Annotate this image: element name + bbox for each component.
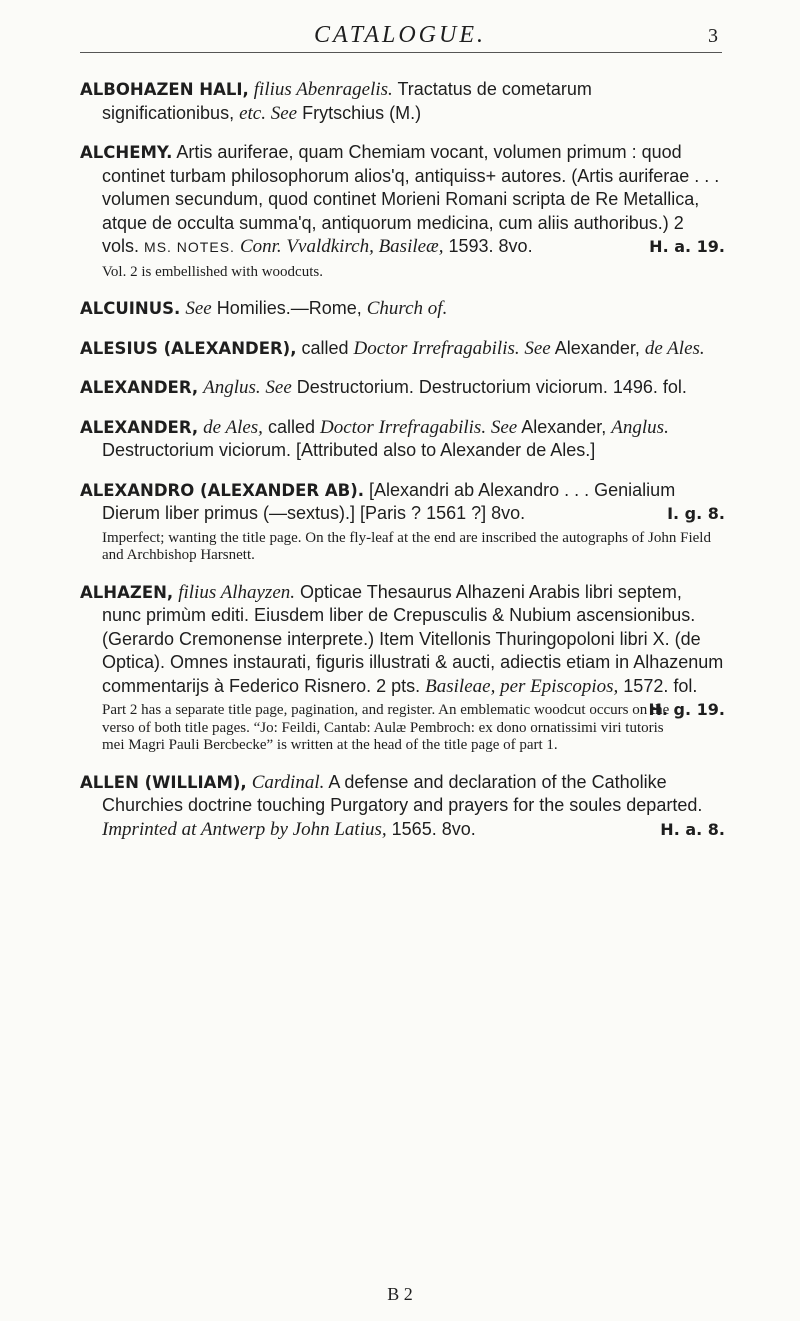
entry-text: ALBOHAZEN HALI, filius Abenragelis. Tractatus de cometarum significationibus, etc. See Frytschius (M.) xyxy=(80,79,592,124)
entry-heading: ALHAZEN, xyxy=(80,582,174,602)
entry-heading: ALCUINUS. xyxy=(80,299,181,318)
signature-mark: B 2 xyxy=(387,1284,413,1304)
entry-text: ALLEN (WILLIAM), Cardinal. A defense and declaration of the Catholike Churchies doctrine touching Purgatory and prayers for the soules departed. Imprinted at Antwerp by John Latius, 1565. 8vo. H. a. 8. xyxy=(80,771,725,840)
running-title: CATALOGUE. xyxy=(313,22,486,48)
shelf-mark: H. a. 8. xyxy=(660,819,725,839)
catalogue-entry xyxy=(80,141,725,281)
shelf-mark: I. g. 8. xyxy=(667,504,725,523)
header-rule xyxy=(80,52,722,53)
catalogue-entry xyxy=(80,771,725,842)
catalogue-entries xyxy=(80,78,725,857)
catalogue-entry xyxy=(80,297,725,321)
catalogue-entry xyxy=(80,376,725,400)
entry-heading: ALCHEMY. xyxy=(80,143,173,162)
entry-heading: ALEXANDER, xyxy=(80,417,199,437)
shelf-mark: H. g. 19. xyxy=(648,700,725,719)
page-header xyxy=(0,22,800,62)
entry-note: Part 2 has a separate title page, pagination, and register. An emblematic woodcut occurs on the verso of both title pages. “Jo: Feildi, Cantab: Aulæ Pembroch: ex dono ornatissimi viri tutoris mei Magri Pauli Bercbecke” is written at the head of the title page of part 1. xyxy=(102,702,670,753)
shelf-mark: H. a. 19. xyxy=(649,237,725,256)
catalogue-entry xyxy=(80,416,725,463)
entry-text: ALHAZEN, filius Alhayzen. Opticae Thesaurus Alhazeni Arabis libri septem, nunc primùm editi. Eiusdem liber de Crepusculis & Nubium ascensionibus. (Gerardo Cremonense interprete.) Item Vitellonis Thuringopoloni libri X. (de Optica). Omnes instaurati, figuris illustrati & aucti, adiectis etiam in Alhazenum commentarijs à Federico Risnero. 2 pts. Basileae, per Episcopios, 1572. fol. H. g. 19. xyxy=(80,581,725,699)
catalogue-entry xyxy=(80,479,725,565)
entry-text: ALEXANDRO (ALEXANDER AB). [Alexandri ab Alexandro . . . Genialium Dierum liber primus (—sextus).] [Paris ? 1561 ?] 8vo. I. g. 8. xyxy=(80,479,725,526)
entry-heading: ALESIUS (ALEXANDER), xyxy=(80,338,297,358)
entry-text: ALESIUS (ALEXANDER), called Doctor Irrefragabilis. See Alexander, de Ales. xyxy=(80,337,705,359)
entry-heading: ALLEN (WILLIAM), xyxy=(80,772,247,792)
page-number: 3 xyxy=(708,25,718,47)
catalogue-entry xyxy=(80,337,725,361)
catalogue-entry xyxy=(80,581,725,755)
entry-text: ALEXANDER, de Ales, called Doctor Irrefragabilis. See Alexander, Anglus. Destructorium viciorum. [Attributed also to Alexander de Ales.] xyxy=(80,416,669,460)
entry-text: ALEXANDER, Anglus. See Destructorium. Destructorium viciorum. 1496. fol. xyxy=(80,377,687,398)
entry-heading: ALEXANDER, xyxy=(80,378,199,397)
entry-text: ALCUINUS. See Homilies.—Rome, Church of. xyxy=(80,298,448,319)
catalogue-entry xyxy=(80,78,725,125)
entry-text: ALCHEMY. Artis auriferae, quam Chemiam vocant, volumen primum : quod continet turbam philosophorum alios'q, antiquiss+ autores. (Artis auriferae . . . volumen secundum, quod continet Morieni Romani scripta de Re Metallica, atque de occulta summa'q, antiquorum medicina, cum aliis authoribus.) 2 vols. MS. NOTES. Conr. Vvaldkirch, Basileæ, 1593. 8vo. H. a. 19. xyxy=(80,142,725,257)
entry-heading: ALBOHAZEN HALI, xyxy=(80,80,249,99)
entry-note: Imperfect; wanting the title page. On the fly-leaf at the end are inscribed the autographs of John Field and Archbishop Harsnett. xyxy=(102,529,711,563)
entry-note: Vol. 2 is embellished with woodcuts. xyxy=(102,263,323,280)
entry-heading: ALEXANDRO (ALEXANDER AB). xyxy=(80,480,364,500)
